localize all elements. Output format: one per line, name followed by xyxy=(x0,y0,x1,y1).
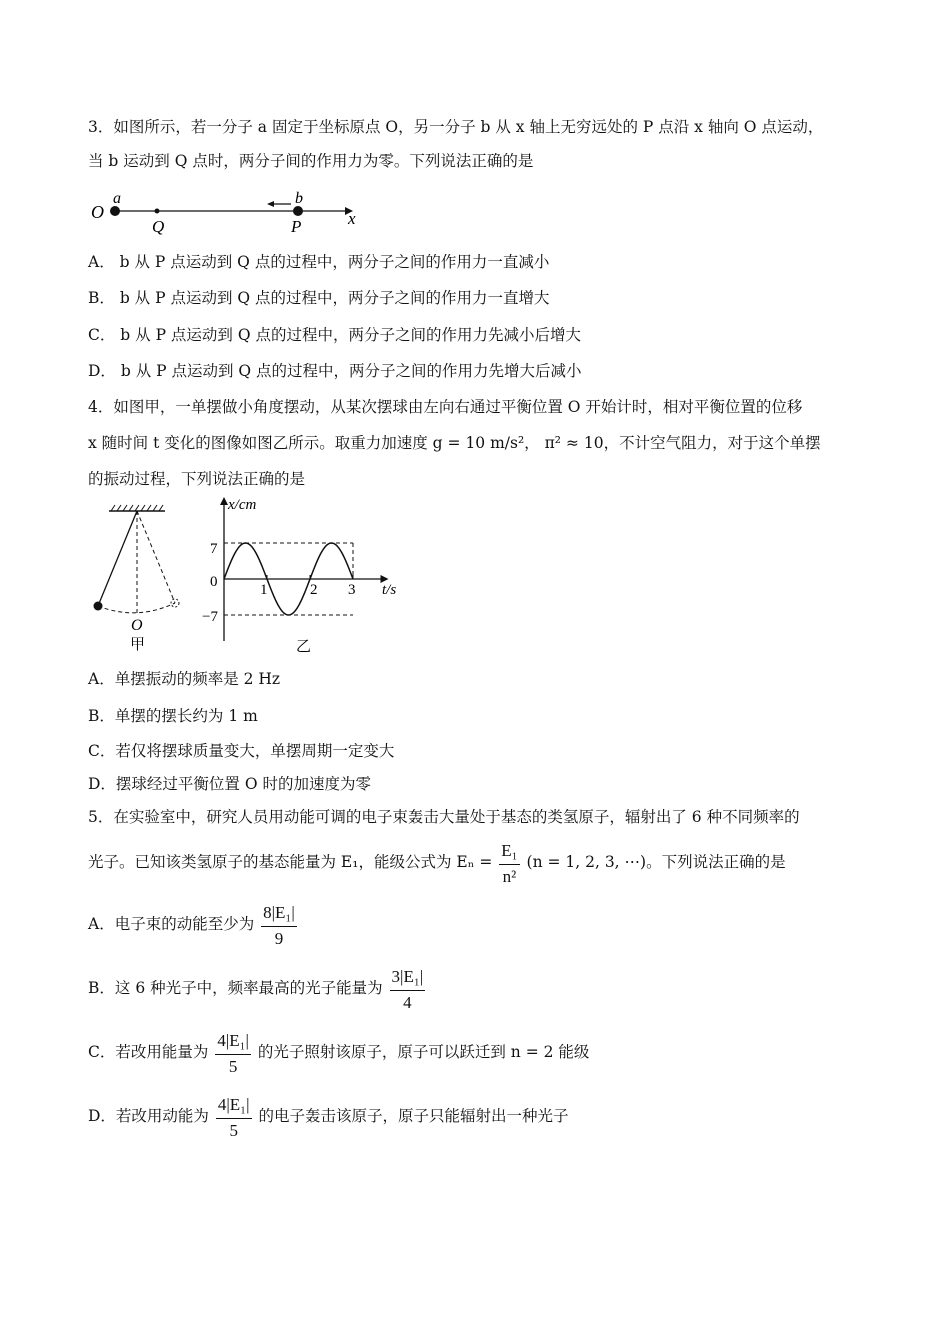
fraction-denominator: n² xyxy=(502,866,517,886)
q3-stem-line2: 当 b 运动到 Q 点时，两分子间的作用力为零。下列说法正确的是 xyxy=(88,152,534,170)
tick-label-t1: 1 xyxy=(260,582,268,598)
velocity-arrow-head xyxy=(267,201,274,207)
fraction-denominator: 4 xyxy=(403,992,412,1012)
q4-option-d: D．摆球经过平衡位置 O 时的加速度为零 xyxy=(88,775,371,793)
q5-option-b-fraction xyxy=(390,964,426,1015)
q3-option-b: B． b 从 P 点运动到 Q 点的过程中，两分子之间的作用力一直增大 xyxy=(88,289,550,307)
right-extreme-line xyxy=(137,511,175,603)
q3-option-c: C． b 从 P 点运动到 Q 点的过程中，两分子之间的作用力先减小后增大 xyxy=(88,326,581,344)
fraction-numerator: 8|E₁| xyxy=(261,900,297,927)
tick-label-7: 7 xyxy=(210,541,218,557)
q4-option-a: A．单摆振动的频率是 2 Hz xyxy=(88,670,281,688)
pendulum-o-label: O xyxy=(131,617,143,634)
q5-option-a-text: A．电子束的动能至少为 xyxy=(88,915,255,933)
energy-level-fraction xyxy=(499,838,519,889)
q3-option-a: A． b 从 P 点运动到 Q 点的过程中，两分子之间的作用力一直减小 xyxy=(88,253,550,271)
q5-option-c-text: C．若改用能量为 xyxy=(88,1043,209,1061)
pendulum-string xyxy=(98,511,137,606)
q5-stem-line2-b: (n = 1, 2, 3, ⋯)。下列说法正确的是 xyxy=(526,853,786,871)
q5-option-c-tail: 的光子照射该原子，原子可以跃迁到 n = 2 能级 xyxy=(257,1043,590,1061)
fraction-numerator: 3|E₁| xyxy=(390,964,426,991)
fig-jia-caption: 甲 xyxy=(130,637,146,653)
q5-option-d-text: D．若改用动能为 xyxy=(88,1107,209,1125)
q4-displacement-chart xyxy=(196,493,416,658)
q5-option-d-tail: 的电子轰击该原子，原子只能辐射出一种光子 xyxy=(258,1107,569,1125)
q3-label-x: x xyxy=(348,209,356,228)
q5-option-d-fraction xyxy=(216,1092,252,1143)
q4-option-b: B．单摆的摆长约为 1 m xyxy=(88,707,258,725)
q5-stem-line2-a: 光子。已知该类氢原子的基态能量为 E₁，能级公式为 Eₙ = xyxy=(88,853,493,871)
q3-label-o: O xyxy=(91,202,104,222)
tick-label-neg7: −7 xyxy=(202,609,218,625)
fraction-denominator: 9 xyxy=(274,928,284,948)
q3-label-q: Q xyxy=(152,217,165,236)
fraction-numerator: 4|E₁| xyxy=(216,1092,252,1119)
pendulum-bob xyxy=(94,602,103,611)
chart-ylabel: x/cm xyxy=(228,497,257,513)
q5-option-b xyxy=(88,962,427,1015)
molecule-b-dot xyxy=(293,206,303,216)
q5-option-c-fraction xyxy=(215,1028,251,1079)
q5-stem-line1: 5．在实验室中，研究人员用动能可调的电子束轰击大量处于基态的类氢原子，辐射出了 6 种不同频率的 xyxy=(88,808,800,826)
q3-label-a: a xyxy=(113,190,121,207)
q3-label-b: b xyxy=(295,190,303,207)
q4-option-c: C．若仅将摆球质量变大，单摆周期一定变大 xyxy=(88,742,395,760)
q4-stem-line1: 4．如图甲，一单摆做小角度摆动，从某次摆球由左向右通过平衡位置 O 开始计时，相对平衡位置的位移 xyxy=(88,398,803,416)
tick-label-t2: 2 xyxy=(310,582,318,598)
q4-stem-line3: 的振动过程，下列说法正确的是 xyxy=(88,470,306,488)
q5-option-a-fraction xyxy=(261,900,297,951)
q5-option-b-text: B．这 6 种光子中，频率最高的光子能量为 xyxy=(88,979,383,997)
q3-stem-line1: 3．如图所示，若一分子 a 固定于坐标原点 O，另一分子 b 从 x 轴上无穷远处的 P 点沿 x 轴向 O 点运动， xyxy=(88,118,824,136)
q4-stem-line2: x 随时间 t 变化的图像如图乙所示。取重力加速度 g = 10 m/s²， π² ≈ 10，不计空气阻力，对于这个单摆 xyxy=(88,434,821,452)
q5-stem-line2 xyxy=(88,836,786,889)
q3-label-p: P xyxy=(291,217,302,236)
point-q-dot xyxy=(155,209,160,214)
y-axis-arrow xyxy=(220,497,228,505)
tick-label-t3: 3 xyxy=(348,582,356,598)
fraction-numerator: E₁ xyxy=(499,838,519,865)
q5-option-a xyxy=(88,898,299,951)
q3-molecule-figure xyxy=(85,188,375,238)
chart-xlabel: t/s xyxy=(382,582,397,598)
q5-option-c xyxy=(88,1026,589,1079)
ceiling-hatching xyxy=(111,505,163,511)
fraction-denominator: 5 xyxy=(229,1120,238,1140)
q5-option-d xyxy=(88,1090,568,1143)
fig-yi-caption: 乙 xyxy=(296,639,312,655)
fraction-numerator: 4|E₁| xyxy=(215,1028,251,1055)
q3-option-d: D． b 从 P 点运动到 Q 点的过程中，两分子之间的作用力先增大后减小 xyxy=(88,362,582,380)
q4-pendulum-figure xyxy=(85,503,185,653)
tick-label-0: 0 xyxy=(210,574,218,590)
fraction-denominator: 5 xyxy=(228,1056,238,1076)
